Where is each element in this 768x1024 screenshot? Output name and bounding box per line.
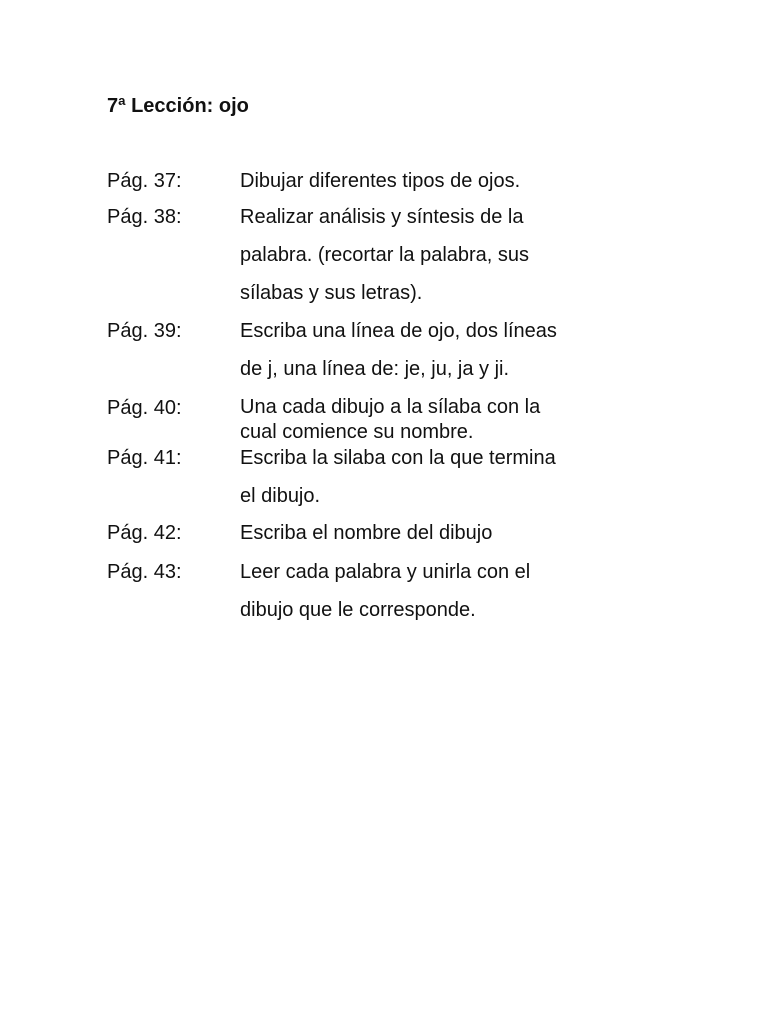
entry-description bbox=[240, 553, 652, 629]
entry-description bbox=[240, 198, 652, 312]
entry-page-number: Pág. 40: bbox=[107, 397, 182, 419]
entry-line: Una cada dibujo a la sílaba con la bbox=[240, 396, 541, 418]
entry-line: Escriba la silaba con la que termina bbox=[240, 447, 556, 469]
entry-line: de j, una línea de: je, ju, ja y ji. bbox=[240, 358, 510, 380]
entry-page-number: Pág. 43: bbox=[107, 561, 182, 583]
entry-line: dibujo que le corresponde. bbox=[240, 599, 476, 621]
entry-page-number: Pág. 38: bbox=[107, 206, 182, 228]
entry-description bbox=[240, 168, 652, 194]
entry-line: Escriba una línea de ojo, dos líneas bbox=[240, 320, 557, 342]
entry-line: Realizar análisis y síntesis de la bbox=[240, 206, 524, 228]
entry-line: palabra. (recortar la palabra, sus bbox=[240, 244, 530, 266]
entry-line: sílabas y sus letras). bbox=[240, 282, 423, 304]
entry-description bbox=[240, 520, 652, 546]
entry-page-number: Pág. 37: bbox=[107, 170, 182, 192]
entry-page-number: Pág. 41: bbox=[107, 447, 182, 469]
entry-line: el dibujo. bbox=[240, 485, 321, 507]
entry-description bbox=[240, 395, 652, 445]
entry-line: cual comience su nombre. bbox=[240, 421, 474, 443]
entry-description bbox=[240, 312, 652, 388]
entry-page-number: Pág. 42: bbox=[107, 522, 182, 544]
entry-description bbox=[240, 439, 652, 515]
entry-line: Escriba el nombre del dibujo bbox=[240, 522, 493, 544]
lesson-title: 7ª Lección: ojo bbox=[107, 95, 249, 117]
entry-line: Dibujar diferentes tipos de ojos. bbox=[240, 170, 521, 192]
entry-page-number: Pág. 39: bbox=[107, 320, 182, 342]
entry-line: Leer cada palabra y unirla con el bbox=[240, 561, 531, 583]
